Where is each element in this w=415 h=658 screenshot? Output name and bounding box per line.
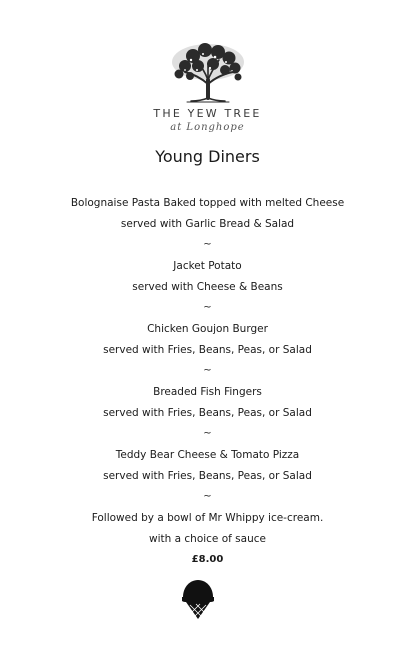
menu-item-description: served with Fries, Beans, Peas, or Salad (103, 344, 312, 356)
tree-icon (163, 40, 253, 104)
menu-divider: ~ (203, 428, 212, 439)
menu-item-name: Bolognaise Pasta Baked topped with melted Cheese (70, 197, 345, 209)
menu-item-description: served with Garlic Bread & Salad (120, 218, 295, 230)
menu-divider: ~ (203, 365, 212, 376)
menu-item-description: served with Fries, Beans, Peas, or Salad (103, 407, 312, 419)
dessert-line: Followed by a bowl of Mr Whippy ice-cream. (91, 512, 324, 524)
brand-subtitle: at Longhope (170, 122, 245, 133)
menu-divider: ~ (203, 491, 212, 502)
brand-name: THE YEW TREE (153, 107, 262, 120)
menu-item-name: Breaded Fish Fingers (153, 386, 262, 398)
menu-price: £8.00 (191, 554, 224, 565)
menu-item-name: Teddy Bear Cheese & Tomato Pizza (115, 449, 300, 461)
menu-item-name: Chicken Goujon Burger (147, 323, 268, 335)
menu-item-description: served with Cheese & Beans (132, 281, 283, 293)
logo (0, 40, 415, 104)
menu-divider: ~ (203, 239, 212, 250)
ice-cream-icon (180, 577, 216, 621)
menu-item-description: served with Fries, Beans, Peas, or Salad (103, 470, 312, 482)
menu-title: Young Diners (155, 147, 260, 166)
menu-item-name: Jacket Potato (173, 260, 242, 272)
menu-divider: ~ (203, 302, 212, 313)
dessert-sauce-line: with a choice of sauce (149, 533, 266, 545)
